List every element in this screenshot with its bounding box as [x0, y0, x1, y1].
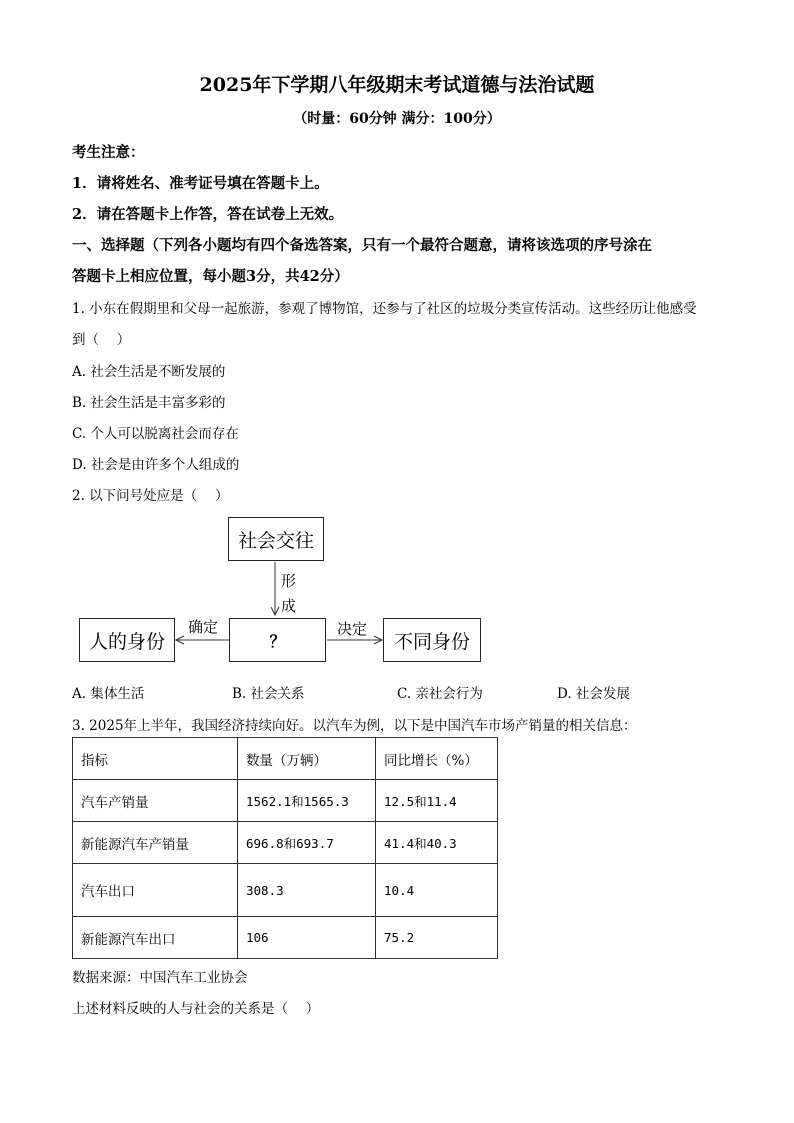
q1-stem-line-1: 1. 小东在假期里和父母一起旅游，参观了博物馆，还参与了社区的垃圾分类宣传活动。这些经历让他感受 [72, 301, 697, 317]
q1-option-a: A. 社会生活是不断发展的 [72, 364, 226, 380]
table-cell: 新能源汽车产销量 [73, 822, 238, 864]
table-cell: 308.3 [238, 864, 376, 917]
table-row [73, 780, 498, 822]
box-social-interaction: 社会交往 [228, 517, 324, 561]
table-header-cell: 指标 [73, 738, 238, 780]
note-item-2: 2．请在答题卡上作答，答在试卷上无效。 [72, 206, 344, 223]
data-table [72, 737, 498, 959]
table-row [73, 822, 498, 864]
q2-option-b: B. 社会关系 [232, 686, 305, 702]
notes-heading: 考生注意： [72, 144, 145, 161]
q2-option-d: D. 社会发展 [557, 686, 630, 702]
table-header-row [73, 738, 498, 780]
box-question-mark: ？ [229, 618, 326, 662]
q2-option-a: A. 集体生活 [72, 686, 145, 702]
table-cell: 1562.1和1565.3 [238, 780, 376, 822]
table-row [73, 917, 498, 959]
table-cell: 106 [238, 917, 376, 959]
section-heading-line-2: 答题卡上相应位置，每小题3分，共42分） [72, 268, 349, 285]
q3-stem: 3. 2025年上半年，我国经济持续向好。以汽车为例，以下是中国汽车市场产销量的相关信息： [72, 718, 637, 734]
q1-option-b: B. 社会生活是丰富多彩的 [72, 395, 226, 411]
table-header-cell: 同比增长（%） [376, 738, 498, 780]
table-cell: 696.8和693.7 [238, 822, 376, 864]
page-title: 2025年下学期八年级期末考试道德与法治试题 [199, 74, 595, 96]
table-row [73, 864, 498, 917]
table-cell: 41.4和40.3 [376, 822, 498, 864]
box-different-identities: 不同身份 [383, 618, 481, 662]
label-determine: 确定 [188, 618, 219, 636]
q1-option-c: C. 个人可以脱离社会而存在 [72, 426, 239, 442]
data-source: 数据来源：中国汽车工业协会 [72, 970, 248, 986]
table-cell: 75.2 [376, 917, 498, 959]
q2-stem: 2. 以下问号处应是（ ） [72, 488, 229, 504]
q2-option-c: C. 亲社会行为 [397, 686, 483, 702]
table-header-cell: 数量（万辆） [238, 738, 376, 780]
table-cell: 10.4 [376, 864, 498, 917]
label-decide: 决定 [337, 620, 368, 638]
section-heading-line-1: 一、选择题（下列各小题均有四个备选答案，只有一个最符合题意，请将该选项的序号涂在 [72, 237, 652, 254]
q1-stem-line-2: 到（ ） [72, 332, 131, 348]
exam-info: （时量：60分钟 满分：100分） [293, 111, 501, 127]
table-cell: 12.5和11.4 [376, 780, 498, 822]
box-personal-identity: 人的身份 [79, 618, 175, 662]
q3-question: 上述材料反映的人与社会的关系是（ ） [72, 1001, 320, 1017]
label-form-1: 形 [281, 572, 297, 590]
table-cell: 新能源汽车出口 [73, 917, 238, 959]
table-cell: 汽车产销量 [73, 780, 238, 822]
table-cell: 汽车出口 [73, 864, 238, 917]
label-form-2: 成 [281, 597, 297, 615]
q1-option-d: D. 社会是由许多个人组成的 [72, 457, 240, 473]
note-item-1: 1．请将姓名、准考证号填在答题卡上。 [72, 175, 329, 192]
